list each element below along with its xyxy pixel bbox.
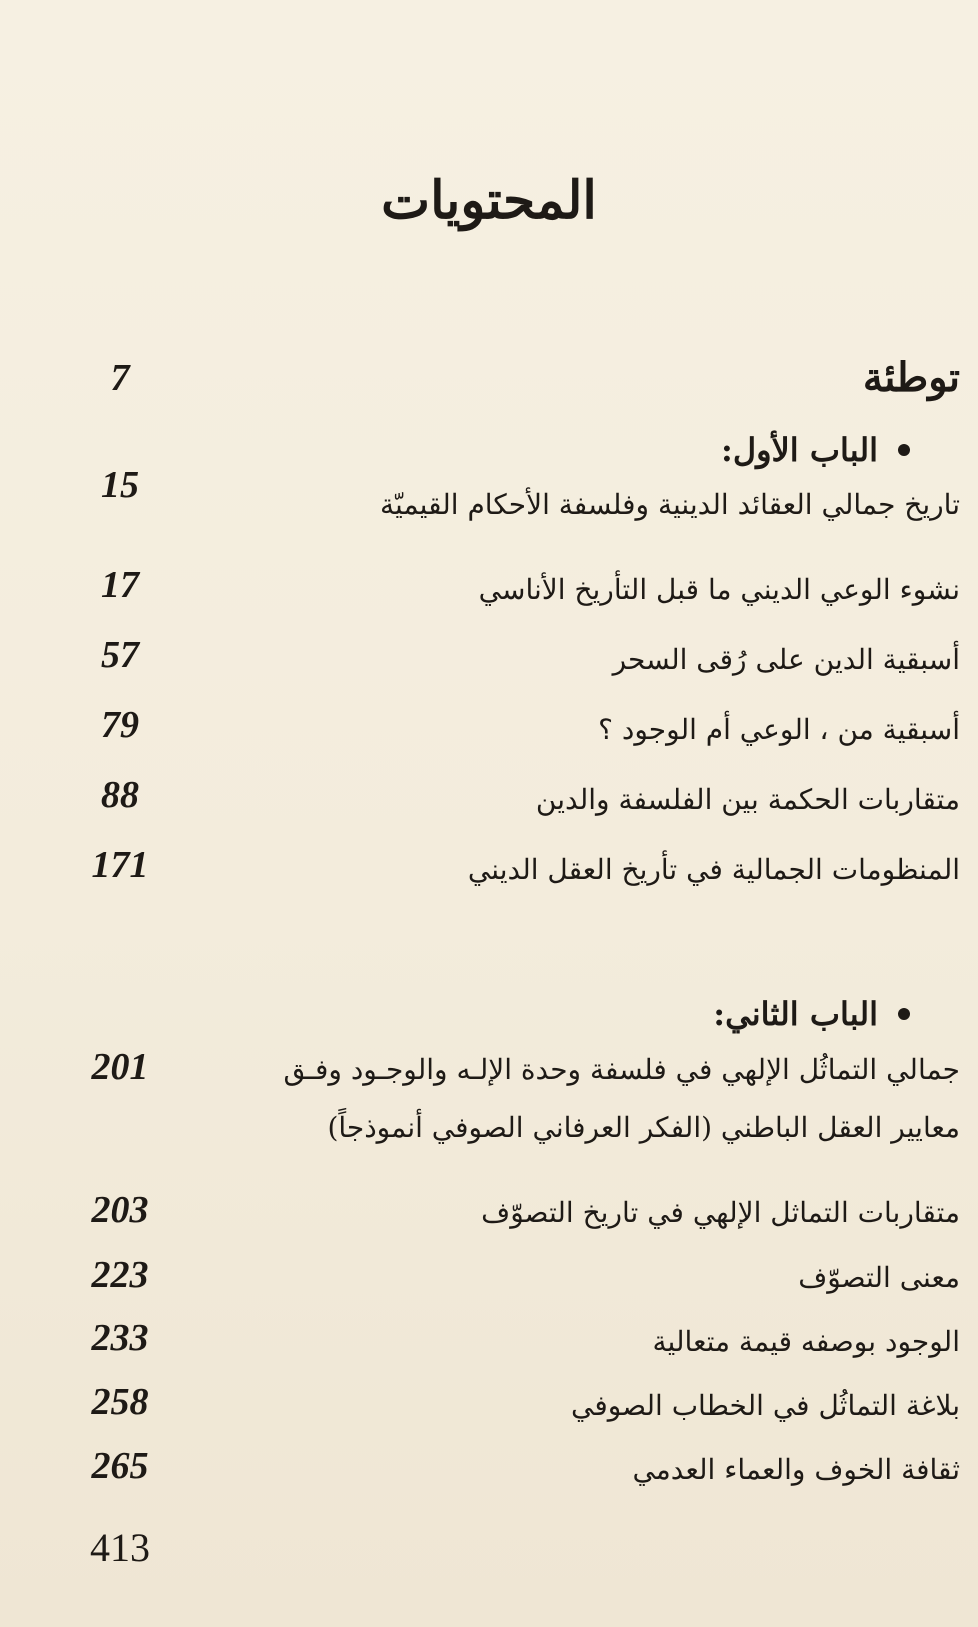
- toc-entry-page: 17: [101, 564, 139, 606]
- toc-entry-page: 88: [101, 774, 139, 816]
- toc-entry-page: 171: [91, 844, 149, 886]
- toc-entry-label: معنى التصوّف: [798, 1261, 960, 1294]
- toc-entry-page: 223: [91, 1254, 149, 1296]
- toc-entry-label: متقاربات التماثل الإلهي في تاريخ التصوّف: [481, 1196, 960, 1229]
- toc-entry-page: 203: [91, 1189, 149, 1231]
- toc-entry-label: بلاغة التماثُل في الخطاب الصوفي: [571, 1389, 960, 1422]
- toc-entry-label: ثقافة الخوف والعماء العدمي: [632, 1453, 960, 1486]
- page-title: المحتويات: [381, 170, 597, 231]
- part2-title-line2: معايير العقل الباطني (الفكر العرفاني الصوفي أنموذجاً): [327, 1111, 960, 1144]
- part2-title-line1: جمالي التماثُل الإلهي في فلسفة وحدة الإلـه والوجـود وفـق: [283, 1053, 960, 1086]
- toc-entry-label: أسبقية الدين على رُقى السحر: [612, 643, 960, 676]
- part2-heading: الباب الثاني:: [713, 995, 878, 1033]
- toc-intro-page: 7: [110, 357, 130, 399]
- toc-entry-page: 57: [101, 634, 139, 676]
- toc-entry-label: نشوء الوعي الديني ما قبل التأريخ الأناسي: [478, 573, 960, 606]
- bullet-icon: [898, 444, 910, 456]
- part1-title: تاريخ جمالي العقائد الدينية وفلسفة الأحكام القيميّة: [379, 488, 960, 521]
- part1-title-page: 15: [101, 464, 139, 506]
- toc-entry-page: 258: [91, 1381, 149, 1423]
- part1-heading: الباب الأول:: [721, 431, 878, 469]
- toc-entry-label: متقاربات الحكمة بين الفلسفة والدين: [535, 783, 960, 816]
- toc-entry-page: 233: [91, 1317, 149, 1359]
- toc-entry-page: 79: [101, 704, 139, 746]
- toc-entry-label: أسبقية من ، الوعي أم الوجود ؟: [598, 713, 960, 746]
- toc-entry-page: 265: [91, 1445, 149, 1487]
- part2-title-page: 201: [91, 1046, 149, 1088]
- toc-entry-label: المنظومات الجمالية في تأريخ العقل الديني: [467, 853, 960, 886]
- toc-entry-label: الوجود بوصفه قيمة متعالية: [652, 1325, 960, 1358]
- page-number: 413: [90, 1525, 150, 1570]
- toc-intro-label: توطئة: [862, 354, 960, 401]
- bullet-icon: [898, 1008, 910, 1020]
